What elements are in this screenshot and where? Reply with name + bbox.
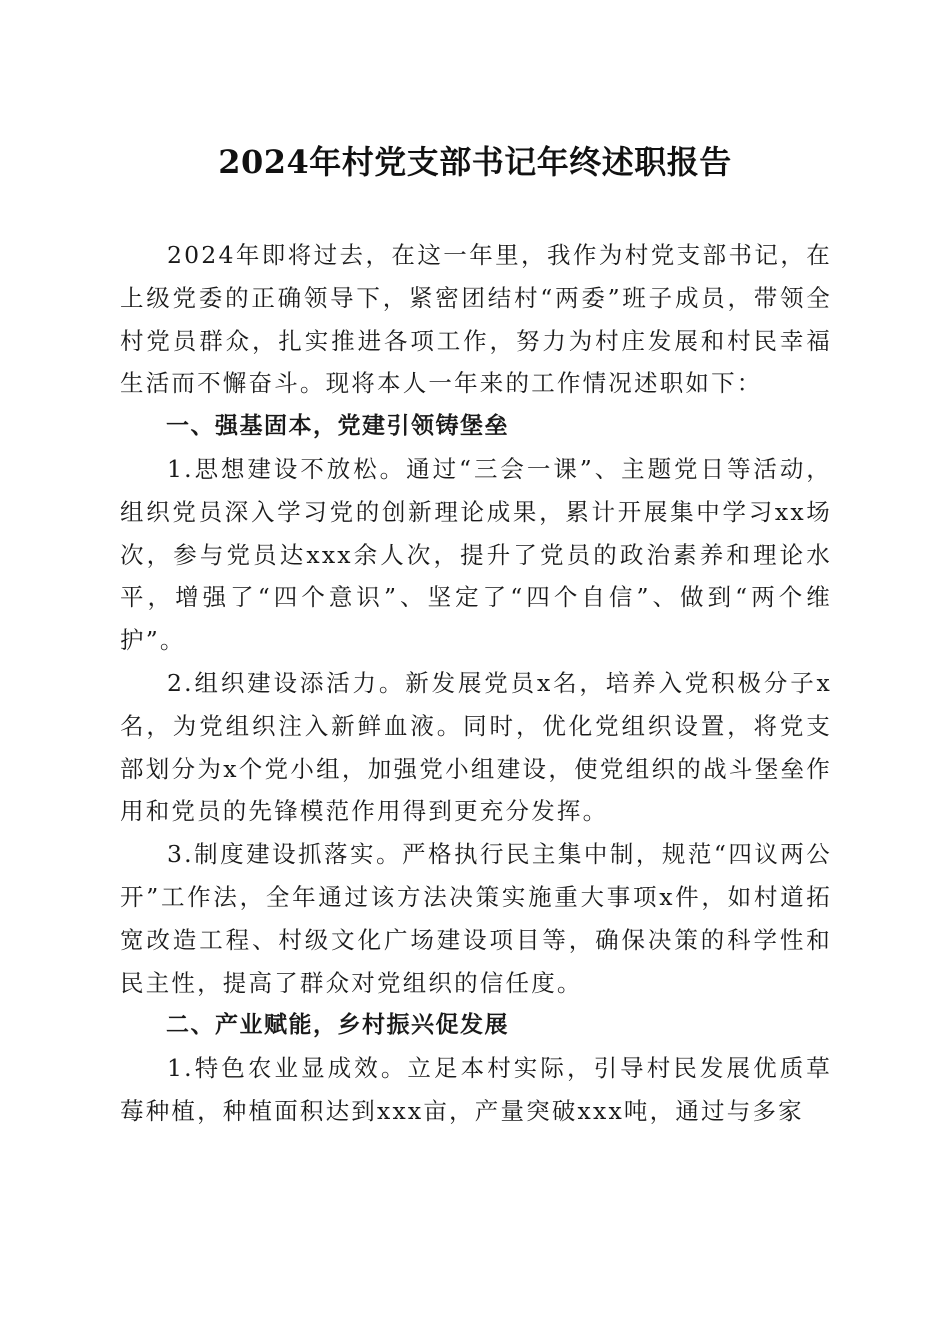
section-2-item-1: 1.特色农业显成效。立足本村实际，引导村民发展优质草莓种植，种植面积达到xxx亩，产量突破xxx吨，通过与多家 [120, 1054, 832, 1125]
section-heading-1: 一、强基固本，党建引领铸堡垒 [166, 413, 509, 440]
document-body [120, 234, 832, 1133]
section-1-item-2: 2.组织建设添活力。新发展党员x名，培养入党积极分子x名，为党组织注入新鲜血液。同时，优化党组织设置，将党支部划分为x个党小组，加强党小组建设，使党组织的战斗堡垒作用和党员的先锋模范作用得到更充分发挥。 [120, 668, 832, 826]
intro-paragraph: 2024年即将过去，在这一年里，我作为村党支部书记，在上级党委的正确领导下，紧密团结村“两委”班子成员，带领全村党员群众，扎实推进各项工作，努力为村庄发展和村民幸福生活而不懈奋斗。现将本人一年来的工作情况述职如下： [120, 241, 832, 398]
section-1-item-3: 3.制度建设抓落实。严格执行民主集中制，规范“四议两公开”工作法，全年通过该方法决策实施重大事项x件，如村道拓宽改造工程、村级文化广场建设项目等，确保决策的科学性和民主性，提高了群众对党组织的信任度。 [120, 840, 832, 997]
section-1-item-1: 1.思想建设不放松。通过“三会一课”、主题党日等活动，组织党员深入学习党的创新理论成果，累计开展集中学习xx场次，参与党员达xxx余人次，提升了党员的政治素养和理论水平，增强了“四个意识”、坚定了“四个自信”、做到“两个维护”。 [120, 454, 832, 655]
document-title: 2024年村党支部书记年终述职报告 [218, 143, 732, 181]
section-heading-2: 二、产业赋能，乡村振兴促发展 [166, 1012, 509, 1039]
